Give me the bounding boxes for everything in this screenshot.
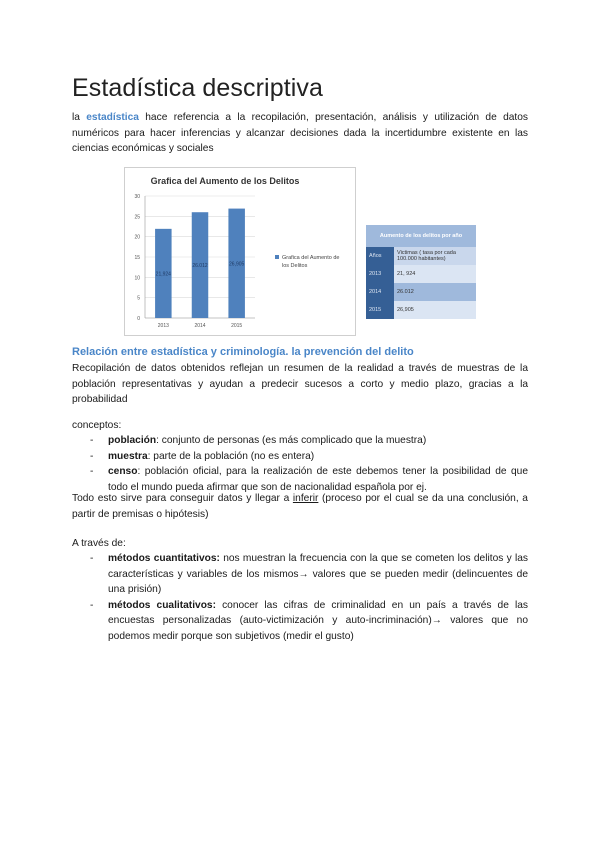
y-tick-label: 30: [134, 194, 140, 200]
data-label: 21,924: [155, 271, 171, 278]
methods-label: A través de:: [72, 538, 126, 549]
dash-marker: -: [90, 553, 94, 564]
dash-marker: -: [90, 466, 94, 478]
legend-swatch: [275, 255, 279, 259]
table-header: Aumento de los delitos por año: [366, 225, 476, 247]
concept-text: : población oficial, para la realización de este debemos tener la posibilidad de que todo el mundo pueda afirmar que son de nacionalidad española por ej.: [108, 466, 528, 493]
y-tick-label: 5: [137, 295, 140, 302]
intro-post: hace referencia a la recopilación, presentación, análisis y utilización de datos numéricos para hacer inferencias y alcanzar decisiones dada la incertidumbre existente en las ciencias económicas y sociales: [72, 112, 528, 155]
concepts-list: [90, 433, 528, 495]
inference-pre: Todo esto sirve para conseguir datos y llegar a: [72, 493, 293, 504]
dash-marker: -: [90, 599, 94, 611]
list-item: [90, 551, 528, 598]
concept-term: población: [108, 435, 157, 446]
legend-label: los Delitos: [282, 263, 308, 269]
table-year: 2014: [366, 283, 394, 301]
legend-label: Grafica del Aumento de: [282, 255, 340, 261]
list-item: [90, 598, 528, 645]
concept-text: : parte de la población (no es entera): [147, 450, 315, 462]
table-value: 26,905: [394, 301, 476, 319]
x-tick-label: 2013: [157, 323, 169, 329]
section2-paragraph: Recopilación de datos obtenidos reflejan un resumen de la realidad a través de muestras de la población representativas y ayudan a predecir sucesos a corto y medio plazo, gracias a la probabilidad: [72, 363, 528, 406]
table-value: 21, 924: [394, 265, 476, 283]
inference-post: (proceso por el cual se da una conclusión, a partir de premisas o hipótesis): [72, 493, 528, 520]
dash-marker: -: [90, 435, 94, 446]
y-tick-label: 25: [134, 214, 140, 221]
method-term: métodos cualitativos:: [108, 599, 216, 611]
y-tick-label: 15: [134, 255, 140, 261]
list-item: [90, 449, 528, 465]
table-year: 2015: [366, 301, 394, 319]
intro-highlight: estadística: [86, 112, 139, 123]
intro-paragraph: [72, 110, 528, 157]
concept-text: : conjunto de personas (es más complicado que la muestra): [156, 435, 427, 446]
method-term: métodos cuantitativos:: [108, 553, 220, 564]
chart-title: Grafica del Aumento de los Delitos: [150, 176, 300, 186]
table-col2: Victimas ( tasa por cada 100.000 habitantes): [394, 247, 476, 265]
data-label: 26,905: [229, 261, 245, 268]
y-tick-label: 10: [134, 275, 140, 282]
inference-paragraph: [72, 491, 528, 522]
x-tick-label: 2015: [231, 323, 243, 329]
page-title: Estadística descriptiva: [72, 74, 324, 102]
method-text: nos muestran la frecuencia con la que se cometen los delitos y las características y variables de los mismos→ valores que se pueden medir (delincuentes de una prisión): [108, 553, 528, 596]
inference-term: inferir: [292, 493, 319, 504]
list-item: [90, 433, 528, 449]
section-heading: Relación entre estadística y criminología. la prevención del delito: [72, 346, 414, 358]
table-col1: Años: [366, 247, 394, 265]
intro-pre: la: [72, 112, 87, 123]
data-label: 26.012: [192, 263, 208, 270]
crime-table: [366, 225, 476, 319]
concepts-label: conceptos:: [72, 420, 122, 431]
chart-svg: [125, 168, 355, 335]
methods-list: [90, 551, 528, 645]
concept-term: muestra: [108, 450, 148, 462]
y-tick-label: 0: [137, 316, 140, 322]
x-tick-label: 2014: [194, 323, 206, 329]
table-value: 26.012: [394, 283, 476, 301]
method-text: conocer las cifras de criminalidad en un país a través de las encuestas personalizadas (auto-victimización y auto-incriminación)→ valores que no podemos medir porque son subjetivos (medir el gusto): [108, 599, 528, 642]
dash-marker: -: [90, 450, 94, 462]
y-tick-label: 20: [134, 234, 140, 241]
table-year: 2013: [366, 265, 394, 283]
bar-chart: [124, 167, 356, 336]
concept-term: censo: [108, 466, 138, 478]
